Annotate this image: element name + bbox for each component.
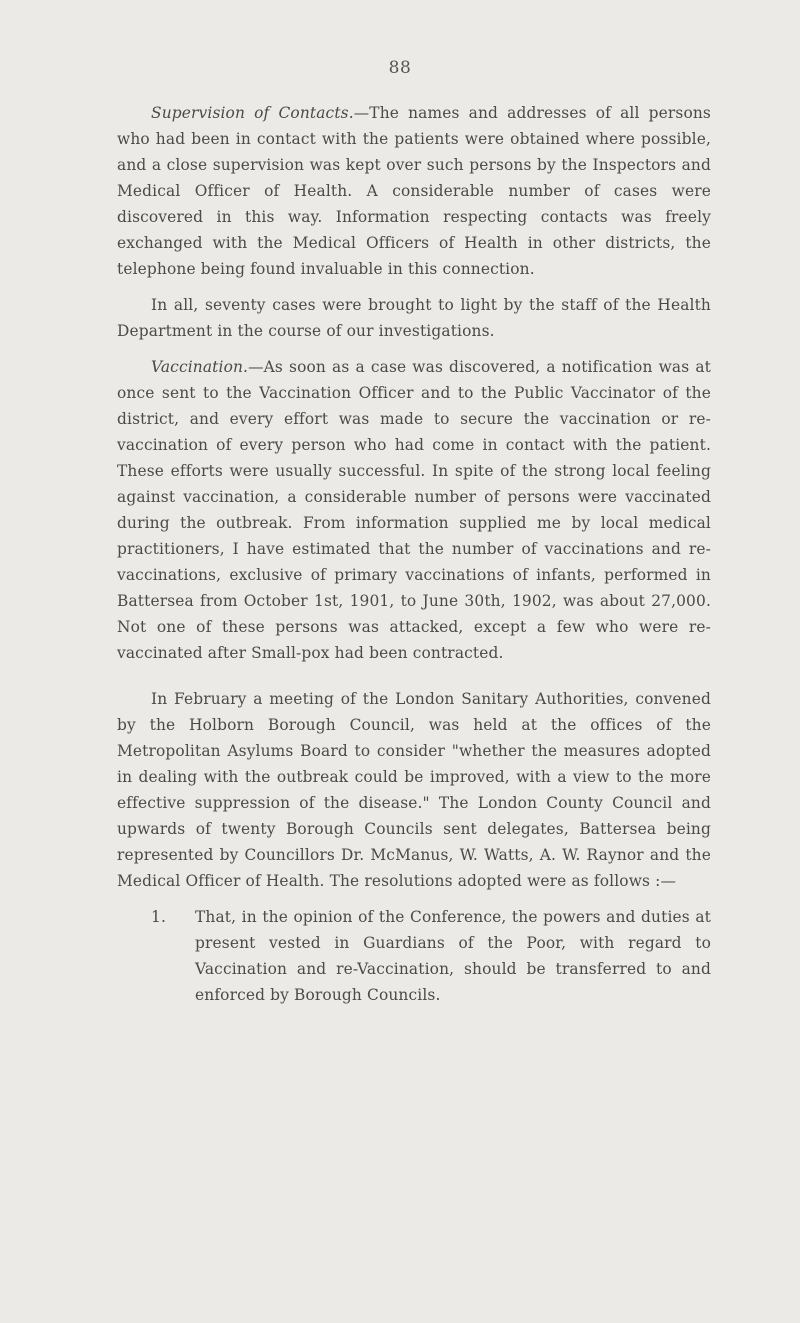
body-text <box>117 100 711 1008</box>
resolution-text: That, in the opinion of the Conference, the powers and duties at present vested in Guardians of the Poor, with regard to Vaccination and re-Vaccination, should be transferred to and enforced by Borough Councils. <box>195 908 711 1004</box>
paragraph-supervision-of-contacts <box>117 100 711 282</box>
vaccination-text: —As soon as a case was discovered, a notification was at once sent to the Vaccination Officer and to the Public Vaccinator of the district, and every effort was made to secure the vaccination or re-vaccination of every person who had come in contact with the patient. These efforts were usually successful. In spite of the strong local feeling against vaccination, a considerable number of persons were vaccinated during the outbreak. From information supplied me by local medical practitioners, I have estimated that the number of vaccinations and re-vaccinations, exclusive of primary vaccinations of infants, performed in Battersea from October 1st, 1901, to June 30th, 1902, was about 27,000. Not one of these persons was attacked, except a few who were re-vaccinated after Small-pox had been contracted. <box>117 358 711 662</box>
supervision-text: —The names and addresses of all persons who had been in contact with the patients were obtained where possible, and a close supervision was kept over such persons by the Inspectors and Medical Officer of Health. A considerable number of cases were discovered in this way. Information respecting contacts was freely exchanged with the Medical Officers of Health in other districts, the telephone being found invaluable in this connection. <box>117 104 711 278</box>
paragraph-vaccination <box>117 354 711 666</box>
supervision-heading: Supervision of Contacts. <box>151 104 354 122</box>
paragraph-february-meeting: In February a meeting of the London Sanitary Authorities, convened by the Holborn Borough Council, was held at the offices of the Metropolitan Asylums Board to consider "whether the measures adopted in dealing with the outbreak could be improved, with a view to the more effective suppression of the disease." The London County Council and upwards of twenty Borough Councils sent delegates, Battersea being represented by Councillors Dr. McManus, W. Watts, A. W. Raynor and the Medical Officer of Health. The resolutions adopted were as follows :— <box>117 690 711 890</box>
paragraph-seventy-cases: In all, seventy cases were brought to light by the staff of the Health Department in the course of our investigations. <box>117 296 711 340</box>
page-number: 88 <box>388 58 412 78</box>
vaccination-heading: Vaccination. <box>151 358 249 376</box>
resolution-number: 1. <box>151 908 166 926</box>
resolution-item <box>117 904 711 1008</box>
